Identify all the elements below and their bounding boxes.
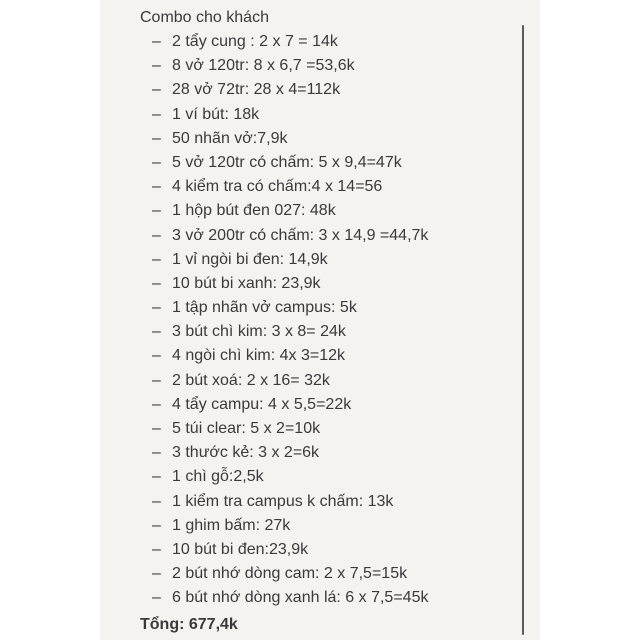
note-total: Tổng: 677,4k bbox=[140, 616, 238, 633]
list-item-text: 50 nhãn vở:7,9k bbox=[172, 129, 288, 147]
list-bullet: – bbox=[152, 33, 161, 50]
list-item-text: 1 vỉ ngòi bi đen: 14,9k bbox=[172, 250, 328, 268]
note-title: Combo cho khách bbox=[140, 9, 269, 26]
list-item-text: 28 vở 72tr: 28 x 4=112k bbox=[172, 81, 341, 99]
list-item-text: 5 vở 120tr có chấm: 5 x 9,4=47k bbox=[172, 153, 402, 171]
list-bullet: – bbox=[152, 347, 161, 365]
list-item-text: 10 bút bi đen:23,9k bbox=[172, 540, 309, 558]
list-item-text: 10 bút bi xanh: 23,9k bbox=[172, 274, 321, 292]
note-body[interactable] bbox=[100, 0, 540, 640]
list-bullet: – bbox=[152, 299, 161, 317]
list-bullet: – bbox=[152, 153, 161, 171]
list-item-text: 3 thước kẻ: 3 x 2=6k bbox=[172, 444, 320, 462]
list-bullet: – bbox=[152, 492, 161, 510]
list-item-text: 1 kiểm tra campus k chấm: 13k bbox=[172, 492, 394, 510]
list-item-text: 2 tẩy cung : 2 x 7 = 14k bbox=[172, 33, 338, 50]
list-bullet: – bbox=[152, 589, 161, 607]
list-bullet: – bbox=[152, 226, 161, 244]
list-item-text: 4 ngòi chì kim: 4x 3=12k bbox=[172, 347, 345, 365]
list-item-text: 2 bút xoá: 2 x 16= 32k bbox=[172, 371, 330, 389]
list-bullet: – bbox=[152, 516, 161, 534]
list-bullet: – bbox=[152, 323, 161, 341]
list-item-text: 4 tẩy campu: 4 x 5,5=22k bbox=[172, 395, 352, 413]
list-bullet: – bbox=[152, 420, 161, 437]
list-bullet: – bbox=[152, 129, 161, 147]
list-bullet: – bbox=[152, 468, 161, 486]
list-item-text: 3 bút chì kim: 3 x 8= 24k bbox=[172, 323, 346, 341]
list-item-text: 1 tập nhãn vở campus: 5k bbox=[172, 299, 357, 317]
scrollbar[interactable] bbox=[522, 25, 524, 635]
list-item-text: 1 ví bút: 18k bbox=[172, 105, 260, 123]
list-bullet: – bbox=[152, 105, 161, 123]
list-item-text: 8 vở 120tr: 8 x 6,7 =53,6k bbox=[172, 57, 355, 75]
list-bullet: – bbox=[152, 540, 161, 558]
list-bullet: – bbox=[152, 371, 161, 389]
list-bullet: – bbox=[152, 202, 161, 220]
list-bullet: – bbox=[152, 395, 161, 413]
list-item-text: 5 túi clear: 5 x 2=10k bbox=[172, 420, 321, 437]
list-item-text: 1 hộp bút đen 027: 48k bbox=[172, 202, 336, 220]
list-bullet: – bbox=[152, 57, 161, 75]
list-bullet: – bbox=[152, 81, 161, 99]
list-bullet: – bbox=[152, 565, 161, 583]
list-item-text: 6 bút nhớ dòng xanh lá: 6 x 7,5=45k bbox=[172, 589, 429, 607]
list-item-text: 1 chì gỗ:2,5k bbox=[172, 468, 264, 486]
list-bullet: – bbox=[152, 178, 161, 196]
list-bullet: – bbox=[152, 444, 161, 462]
list-item-text: 4 kiểm tra có chấm:4 x 14=56 bbox=[172, 178, 383, 196]
list-item-text: 2 bút nhớ dòng cam: 2 x 7,5=15k bbox=[172, 565, 408, 583]
list-item-text: 3 vở 200tr có chấm: 3 x 14,9 =44,7k bbox=[172, 226, 429, 244]
list-bullet: – bbox=[152, 274, 161, 292]
list-bullet: – bbox=[152, 250, 161, 268]
list-item-text: 1 ghim bấm: 27k bbox=[172, 516, 291, 534]
